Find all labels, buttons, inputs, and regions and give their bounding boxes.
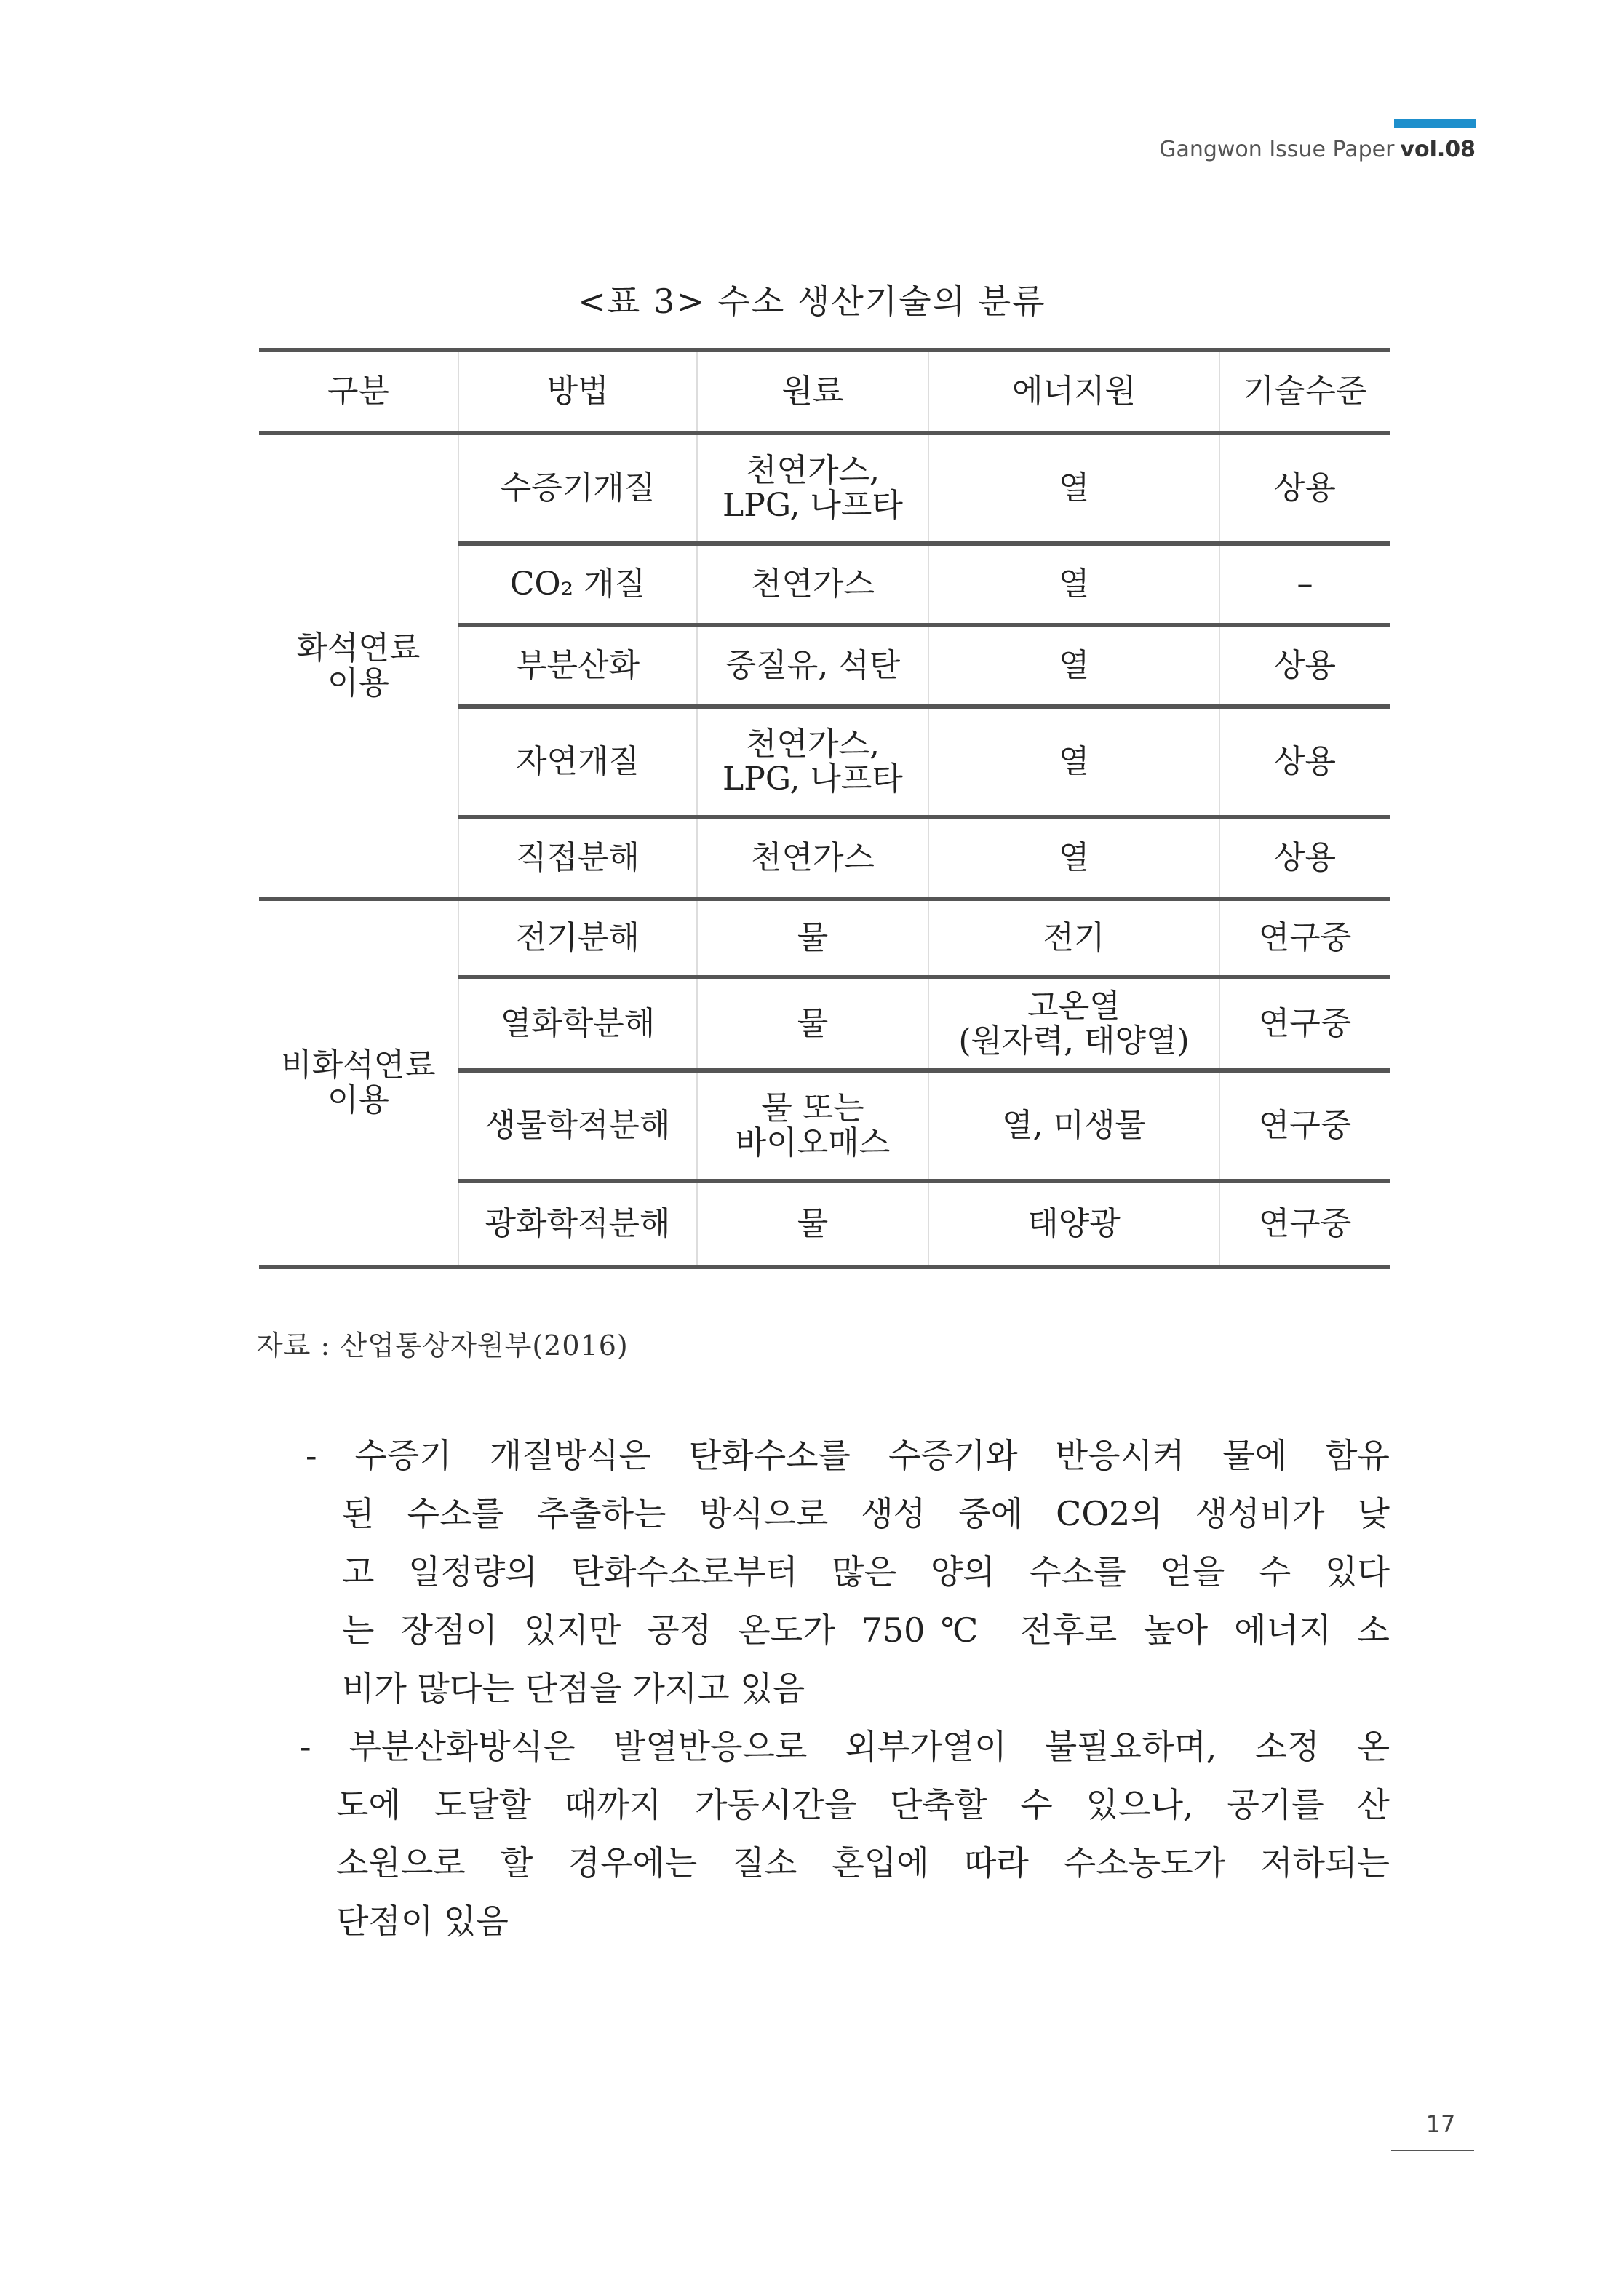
method-cell: CO₂ 개질 <box>458 544 697 625</box>
column-header-material: 원료 <box>697 350 928 433</box>
method-cell: 부분산화 <box>458 625 697 707</box>
category-cell <box>259 433 458 899</box>
energy-line: 열, 미생물 <box>1002 1107 1146 1144</box>
paragraph-line: 된 수소를 추출하는 방식으로 생성 중에 CO2의 생성비가 낮 <box>342 1494 1390 1533</box>
level-cell: 상용 <box>1219 817 1390 899</box>
method-cell: 자연개질 <box>458 707 697 817</box>
material-cell <box>697 817 928 899</box>
energy-cell <box>928 899 1219 977</box>
level-cell: 상용 <box>1219 625 1390 707</box>
method-cell: 직접분해 <box>458 817 697 899</box>
column-header-level: 기술수준 <box>1219 350 1390 433</box>
material-line: 천연가스 <box>750 565 875 603</box>
method-cell: 생물학적분해 <box>458 1070 697 1181</box>
paragraph-steam-reforming <box>306 1426 1390 1717</box>
material-line: 중질유, 석탄 <box>725 647 901 684</box>
category-line: 화석연료 <box>296 629 421 667</box>
paragraph-line: - 수증기 개질방식은 탄화수소를 수증기와 반응시켜 물에 함유 <box>306 1436 1390 1475</box>
material-line: 물 <box>797 919 829 956</box>
category-cell <box>259 899 458 1267</box>
column-header-method: 방법 <box>458 350 697 433</box>
table-source: 자료 : 산업통상자원부(2016) <box>256 1330 629 1362</box>
energy-line: (원자력, 태양열) <box>958 1022 1190 1060</box>
level-cell: 상용 <box>1219 433 1390 544</box>
material-cell <box>697 544 928 625</box>
level-cell: 연구중 <box>1219 1070 1390 1181</box>
material-line: 천연가스, <box>745 452 880 489</box>
energy-line: 열 <box>1058 565 1090 603</box>
paragraph-line: 도에 도달할 때까지 가동시간을 단축할 수 있으나, 공기를 산 <box>336 1785 1390 1824</box>
energy-cell <box>928 817 1219 899</box>
paragraph-line: 고 일정량의 탄화수소로부터 많은 양의 수소를 얻을 수 있다 <box>342 1552 1390 1592</box>
material-cell <box>697 625 928 707</box>
material-cell <box>697 707 928 817</box>
table-header-row <box>259 350 1390 433</box>
material-cell <box>697 1181 928 1267</box>
table-title: <표 3> 수소 생산기술의 분류 <box>578 282 1046 321</box>
energy-line: 열 <box>1058 469 1090 506</box>
energy-cell <box>928 544 1219 625</box>
energy-cell <box>928 1181 1219 1267</box>
energy-cell <box>928 1070 1219 1181</box>
level-cell: 연구중 <box>1219 977 1390 1070</box>
energy-cell <box>928 707 1219 817</box>
method-cell: 열화학분해 <box>458 977 697 1070</box>
material-cell <box>697 433 928 544</box>
table-row <box>259 899 1390 977</box>
material-line: 물 <box>797 1005 829 1042</box>
paragraph-line: - 부분산화방식은 발열반응으로 외부가열이 불필요하며, 소정 온 <box>300 1727 1390 1766</box>
column-header-category: 구분 <box>259 350 458 433</box>
paragraph-line: 소원으로 할 경우에는 질소 혼입에 따라 수소농도가 저하되는 <box>336 1843 1390 1883</box>
header-title <box>1159 137 1476 162</box>
hydrogen-production-table <box>259 348 1390 1269</box>
category-line: 비화석연료 <box>281 1046 436 1084</box>
category-line: 이용 <box>327 664 389 702</box>
page-number-rule <box>1391 2150 1474 2151</box>
level-cell: 연구중 <box>1219 899 1390 977</box>
level-cell: – <box>1219 544 1390 625</box>
paragraph-partial-oxidation <box>300 1717 1390 1950</box>
energy-line: 열 <box>1058 743 1090 780</box>
method-cell: 전기분해 <box>458 899 697 977</box>
material-line: 천연가스 <box>750 839 875 876</box>
header-series: Gangwon Issue Paper <box>1159 137 1395 162</box>
material-line: LPG, 나프타 <box>723 487 903 524</box>
energy-line: 열 <box>1058 839 1090 876</box>
material-cell <box>697 1070 928 1181</box>
paragraph-line: 는 장점이 있지만 공정 온도가 750℃ 전후로 높아 에너지 소 <box>342 1610 1390 1650</box>
header-accent-bar <box>1394 119 1476 128</box>
level-cell: 상용 <box>1219 707 1390 817</box>
energy-cell <box>928 625 1219 707</box>
material-line: 바이오매스 <box>735 1124 891 1161</box>
energy-line: 열 <box>1058 647 1090 684</box>
material-cell <box>697 899 928 977</box>
material-cell <box>697 977 928 1070</box>
material-line: LPG, 나프타 <box>723 760 903 798</box>
energy-line: 태양광 <box>1027 1205 1121 1242</box>
header-volume: vol.08 <box>1400 137 1476 162</box>
table-row <box>259 433 1390 544</box>
paragraph-line: 단점이 있음 <box>336 1902 509 1941</box>
page-number: 17 <box>1425 2110 1456 2138</box>
material-line: 물 또는 <box>761 1089 864 1126</box>
paragraph-line: 비가 많다는 단점을 가지고 있음 <box>342 1669 805 1708</box>
energy-line: 전기 <box>1043 919 1105 956</box>
material-line: 천연가스, <box>745 726 880 763</box>
material-line: 물 <box>797 1205 829 1242</box>
column-header-energy: 에너지원 <box>928 350 1219 433</box>
method-cell: 수증기개질 <box>458 433 697 544</box>
method-cell: 광화학적분해 <box>458 1181 697 1267</box>
energy-line: 고온열 <box>1027 988 1121 1025</box>
category-line: 이용 <box>327 1081 389 1118</box>
level-cell: 연구중 <box>1219 1181 1390 1267</box>
energy-cell <box>928 977 1219 1070</box>
energy-cell <box>928 433 1219 544</box>
